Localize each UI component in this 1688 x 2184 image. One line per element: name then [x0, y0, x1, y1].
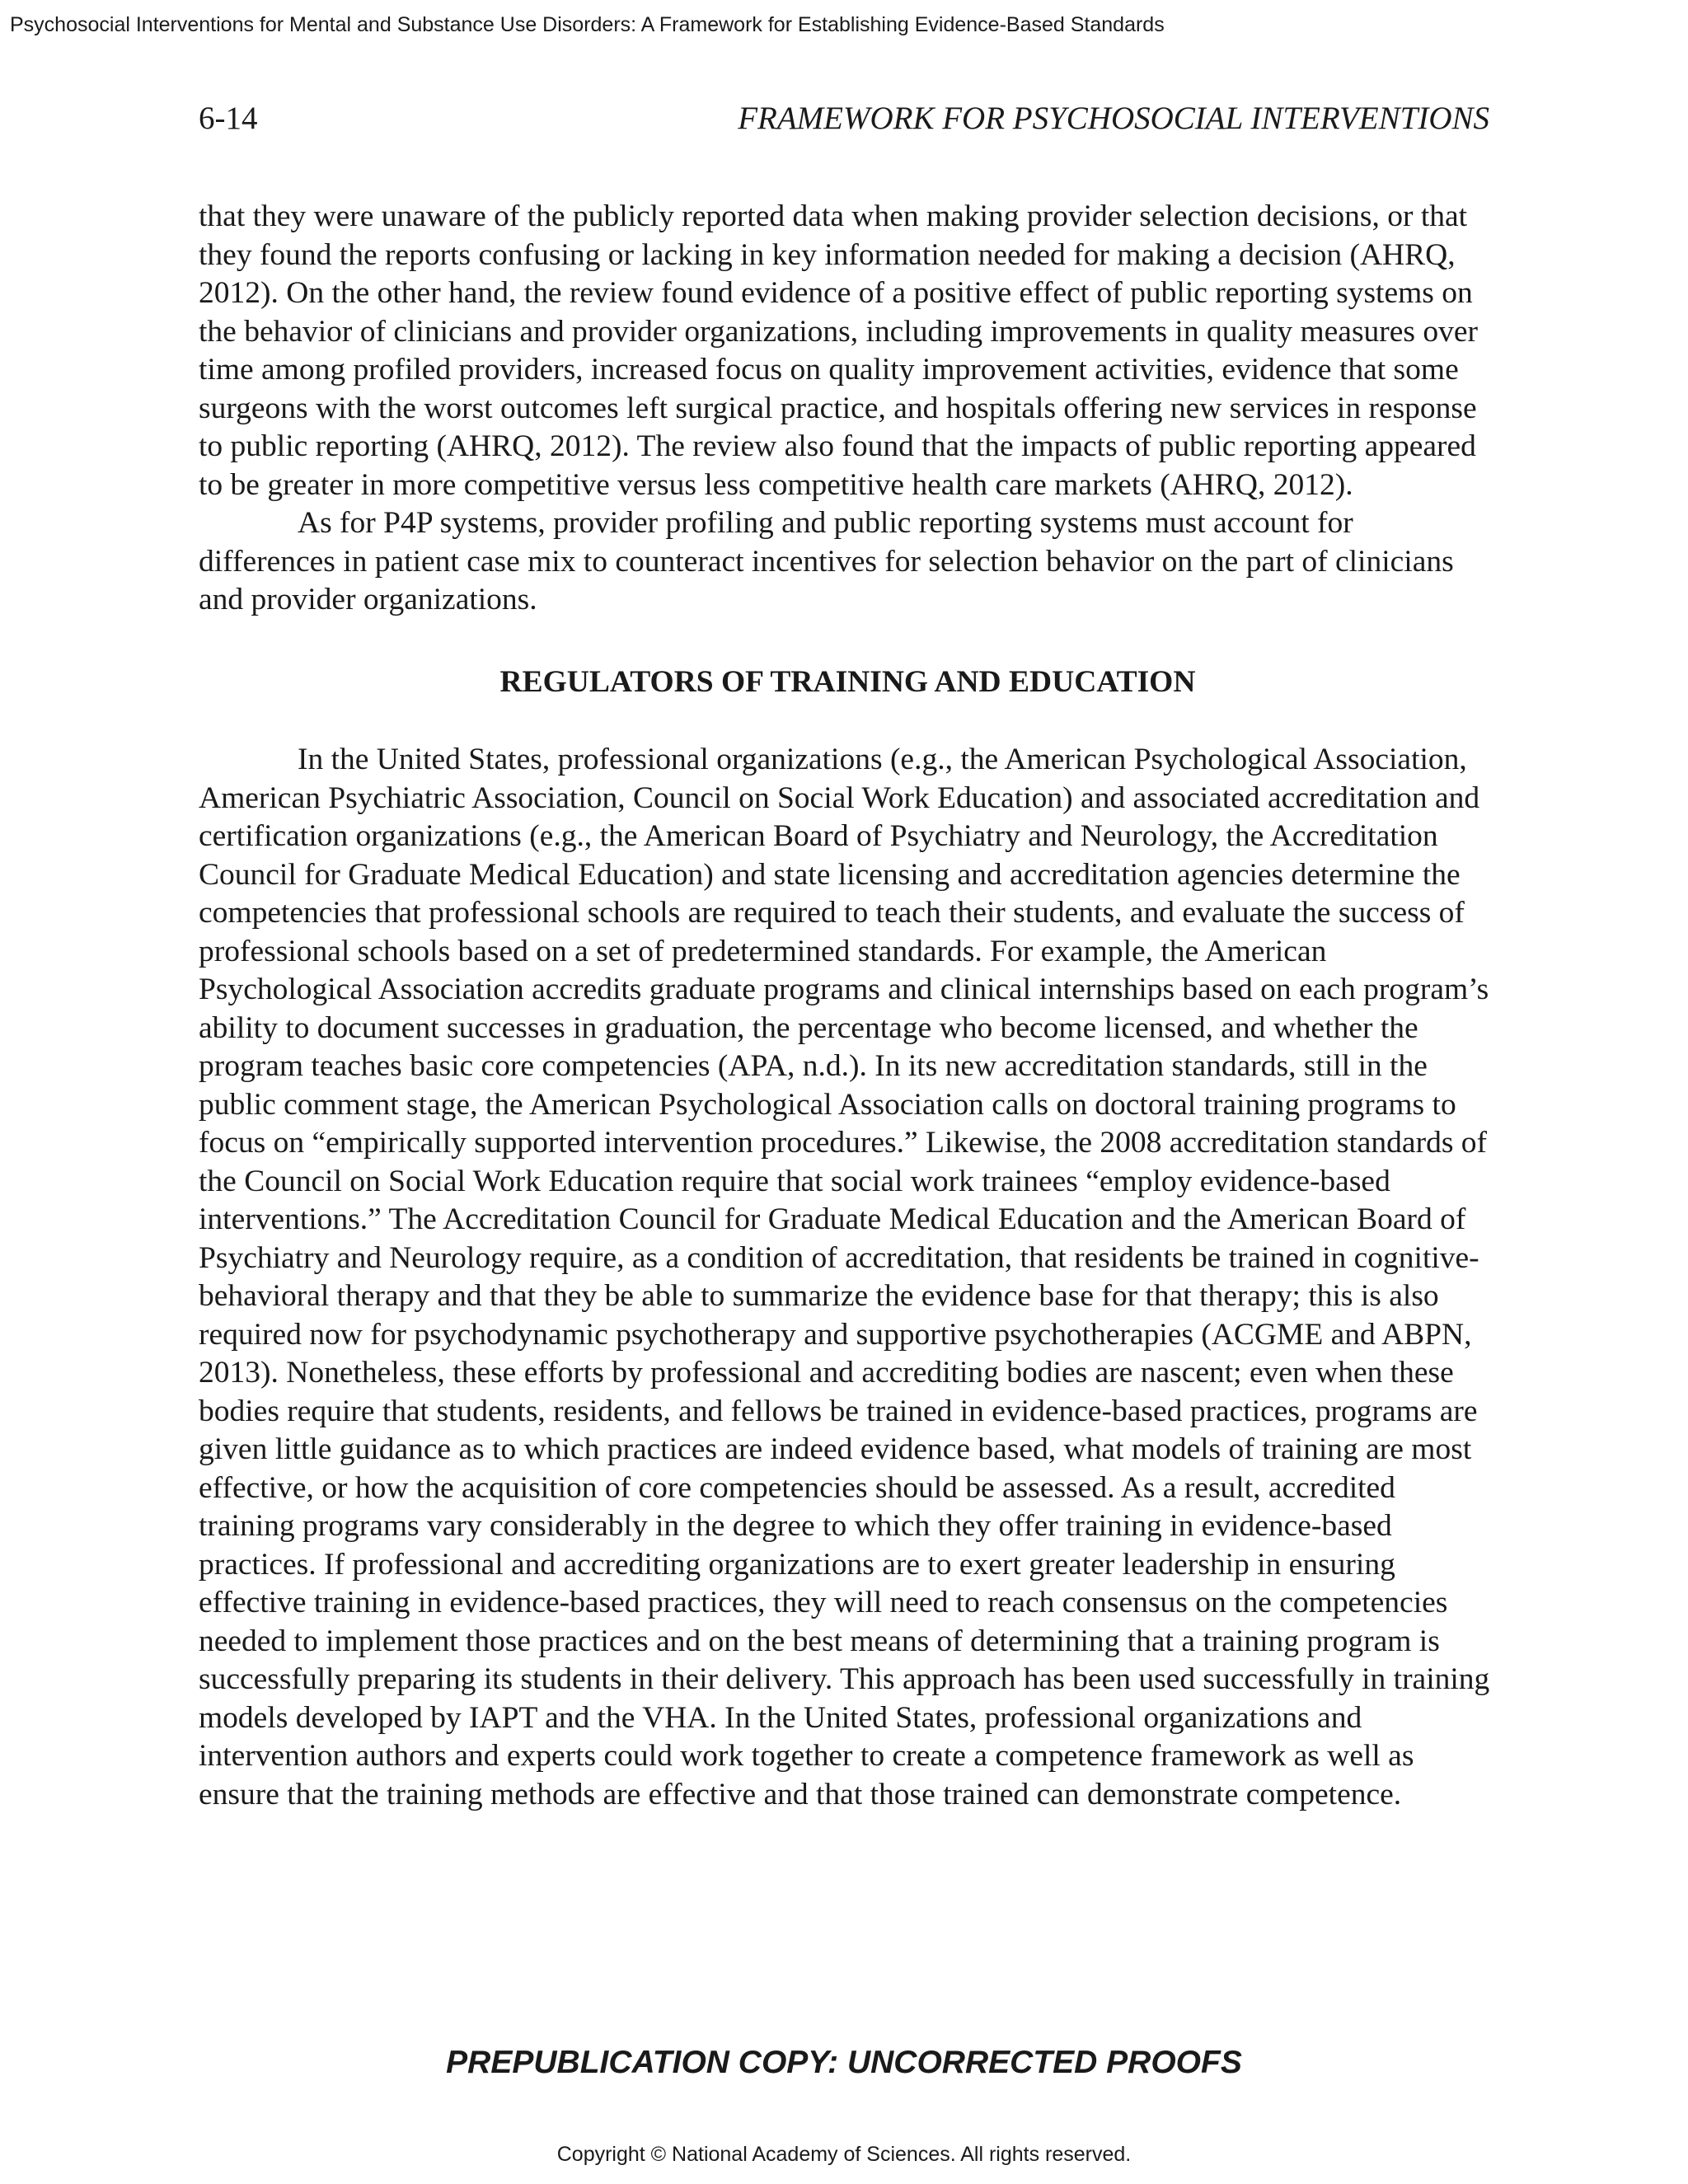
running-head: Psychosocial Interventions for Mental and Substance Use Disorders: A Framework for Establishing Evidence-Based Standards: [10, 13, 1165, 36]
page-header-title: FRAMEWORK FOR PSYCHOSOCIAL INTERVENTIONS: [738, 101, 1489, 136]
copyright-notice: Copyright © National Academy of Sciences. All rights reserved.: [556, 2143, 1132, 2166]
section-heading: REGULATORS OF TRAINING AND EDUCATION: [499, 664, 1196, 699]
page-number: 6-14: [199, 101, 258, 136]
paragraph-regulators: In the United States, professional organizations (e.g., the American Psychological Association, American Psychiatric Association, Council on Social Work Education) and associated accreditation and certification organizations (e.g., the American Board of Psychiatry and Neurology, the Accreditation Council for Graduate Medical Education) and state licensing and accreditation agencies determine the competencies that professional schools are required to teach their students, and evaluate the success of professional schools based on a set of predetermined standards. For example, the American Psychological Association accredits graduate programs and clinical internships based on each program’s ability to document successes in graduation, the percentage who become licensed, and whether the program teaches basic core competencies (APA, n.d.). In its new accreditation standards, still in the public comment stage, the American Psychological Association calls on doctoral training programs to focus on “empirically supported intervention procedures.” Likewise, the 2008 accreditation standards of the Council on Social Work Education require that social work trainees “employ evidence-based interventions.” The Accreditation Council for Graduate Medical Education and the American Board of Psychiatry and Neurology require, as a condition of accreditation, that residents be trained in cognitive-behavioral therapy and that they be able to summarize the evidence base for that therapy; this is also required now for psychodynamic psychotherapy and supportive psychotherapies (ACGME and ABPN, 2013). Nonetheless, these efforts by professional and accrediting bodies are nascent; even when these bodies require that students, residents, and fellows be trained in evidence-based practices, programs are given little guidance as to which practices are indeed evidence based, what models of training are most effective, or how the acquisition of core competencies should be assessed. As a result, accredited training programs vary considerably in the degree to which they offer training in evidence-based practices. If professional and accrediting organizations are to exert greater leadership in ensuring effective training in evidence-based practices, they will need to reach consensus on the competencies needed to implement those practices and on the best means of determining that a training program is successfully preparing its students in their delivery. This approach has been used successfully in training models developed by IAPT and the VHA. In the United States, professional organizations and intervention authors and experts could work together to create a competence framework as well as ensure that the training methods are effective and that those trained can demonstrate competence.: [199, 743, 1490, 1811]
page-header: [199, 97, 1489, 140]
body-text: [199, 198, 1497, 1814]
paragraph-continued: that they were unaware of the publicly reported data when making provider selection decisions, or that they found the reports confusing or lacking in key information needed for making a decision (AHRQ, 2012). On the other hand, the review found evidence of a positive effect of public reporting systems on the behavior of clinicians and provider organizations, including improvements in quality measures over time among profiled providers, increased focus on quality improvement activities, evidence that some surgeons with the worst outcomes left surgical practice, and hospitals offering new services in response to public reporting (AHRQ, 2012). The review also found that the impacts of public reporting appeared to be greater in more competitive versus less competitive health care markets (AHRQ, 2012).: [199, 199, 1479, 502]
prepublication-banner: PREPUBLICATION COPY: UNCORRECTED PROOFS: [446, 2045, 1242, 2080]
paragraph-p4p: As for P4P systems, provider profiling and public reporting systems must account for differences in patient case mix to counteract incentives for selection behavior on the part of clinicians and provider organizations.: [199, 506, 1454, 616]
